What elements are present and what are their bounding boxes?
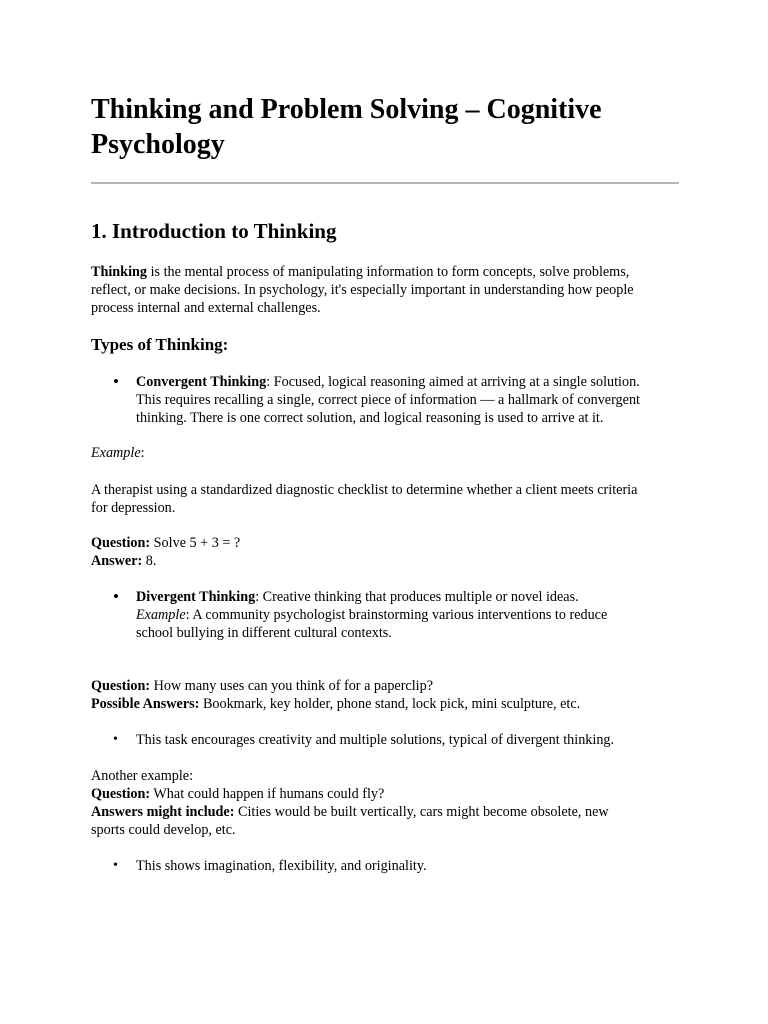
- intro-paragraph: [91, 263, 679, 317]
- answer-label: Possible Answers:: [91, 696, 200, 712]
- divergent-example-text: : A community psychologist brainstorming various interventions to reduce: [185, 607, 608, 623]
- example-label: Example: [91, 445, 141, 461]
- question-label: Question:: [91, 678, 151, 694]
- list-item-imagination: [113, 857, 681, 875]
- question-text: Solve 5 + 3 = ?: [150, 535, 241, 551]
- convergent-line-3: thinking. There is one correct solution, and logical reasoning is used to arrive at it.: [136, 410, 604, 426]
- qa-block-2: [91, 677, 679, 713]
- types-of-thinking-heading: Types of Thinking:: [91, 335, 229, 354]
- document-title: [91, 92, 679, 162]
- divergent-line-1: [136, 588, 681, 606]
- answer-label: Answer:: [91, 553, 143, 569]
- question-label: Question:: [91, 535, 151, 551]
- answer-line: [91, 695, 679, 713]
- divergent-note-text: This task encourages creativity and multiple solutions, typical of divergent thinking.: [136, 732, 615, 748]
- intro-line-2: reflect, or make decisions. In psychology, it's especially important in understanding how people: [91, 282, 634, 298]
- intro-line-3: process internal and external challenges.: [91, 300, 321, 316]
- answer-text: Bookmark, key holder, phone stand, lock pick, mini sculpture, etc.: [199, 696, 581, 712]
- convergent-term: Convergent Thinking: [136, 374, 267, 390]
- answer-text: Cities would be built vertically, cars might become obsolete, new: [234, 804, 609, 820]
- bullet-icon: •: [113, 732, 118, 747]
- convergent-line-1: [136, 373, 681, 391]
- convergent-line-1-text: : Focused, logical reasoning aimed at arriving at a single solution.: [266, 374, 640, 390]
- question-line: [91, 785, 679, 803]
- answer-label: Answers might include:: [91, 804, 235, 820]
- answer-line: [91, 552, 679, 570]
- example-colon: :: [140, 445, 145, 461]
- answer-line-2: sports could develop, etc.: [91, 822, 236, 838]
- another-example-line: Another example:: [91, 768, 194, 784]
- answer-text: 8.: [142, 553, 157, 569]
- convergent-example-line-1: A therapist using a standardized diagnostic checklist to determine whether a client meets criteria: [91, 482, 638, 498]
- question-line: [91, 534, 679, 552]
- intro-term: Thinking: [91, 264, 148, 280]
- intro-line-1: [91, 263, 679, 281]
- convergent-example-paragraph: [91, 481, 679, 517]
- qa-block-3: [91, 767, 679, 839]
- question-text: How many uses can you think of for a paperclip?: [150, 678, 434, 694]
- divergent-line-1-text: : Creative thinking that produces multiple or novel ideas.: [255, 589, 579, 605]
- convergent-example-line-2: for depression.: [91, 500, 176, 516]
- list-item-divergent: [113, 587, 681, 642]
- question-text: What could happen if humans could fly?: [150, 786, 385, 802]
- list-item-divergent-note: [113, 731, 681, 749]
- question-label: Question:: [91, 786, 151, 802]
- bullet-icon: •: [113, 587, 119, 606]
- divergent-line-3: school bullying in different cultural contexts.: [136, 625, 392, 641]
- list-item-convergent: [113, 372, 681, 427]
- question-line: [91, 677, 679, 695]
- section-heading-introduction: 1. Introduction to Thinking: [91, 219, 337, 243]
- bullet-icon: •: [113, 858, 118, 873]
- convergent-line-2: This requires recalling a single, correct piece of information — a hallmark of convergent: [136, 392, 640, 408]
- divergent-term: Divergent Thinking: [136, 589, 256, 605]
- title-line-2: Psychology: [91, 129, 225, 160]
- qa-block-1: [91, 534, 679, 570]
- title-line-1: Thinking and Problem Solving – Cognitive: [91, 94, 602, 125]
- horizontal-rule: [91, 182, 679, 184]
- intro-line-1-text: is the mental process of manipulating information to form concepts, solve problems,: [147, 264, 630, 280]
- divergent-example-label: Example: [136, 607, 186, 623]
- bullet-icon: •: [113, 372, 119, 391]
- imagination-text: This shows imagination, flexibility, and originality.: [136, 858, 427, 874]
- divergent-line-2: [136, 606, 681, 624]
- example-label-paragraph: [91, 444, 679, 462]
- answer-line: [91, 803, 679, 821]
